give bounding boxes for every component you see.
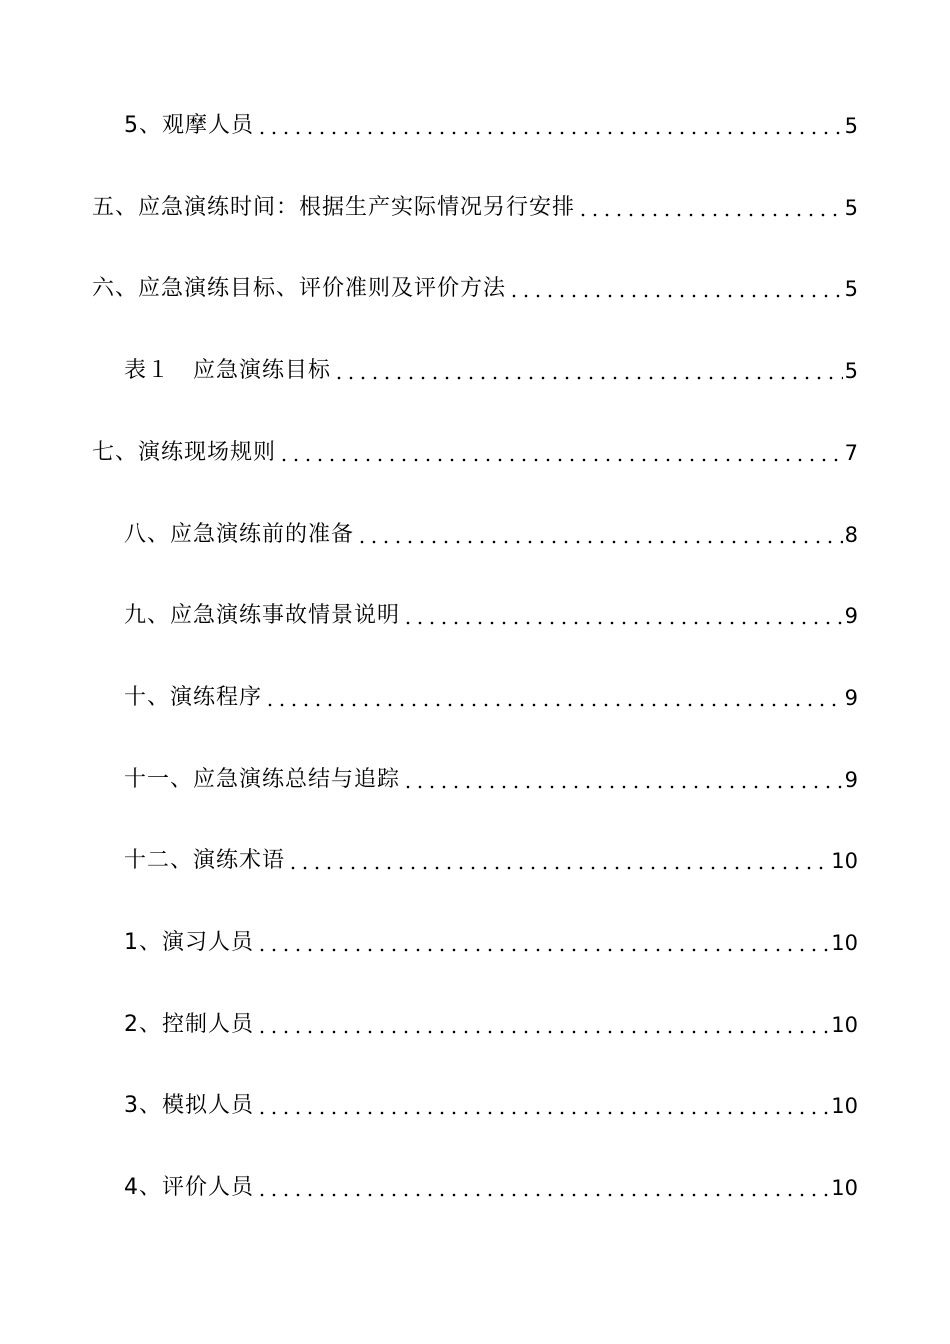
toc-page-number: 5 (844, 359, 858, 383)
toc-page-number: 9 (844, 604, 858, 628)
toc-dot-leader (256, 131, 843, 135)
toc-entry[interactable] (124, 754, 858, 794)
toc-entry-title: 八、应急演练前的准备 (124, 522, 355, 547)
toc-page-number: 10 (831, 849, 858, 873)
toc-dot-leader (402, 785, 843, 789)
toc-entry[interactable] (124, 917, 858, 957)
toc-entry[interactable] (124, 100, 858, 140)
toc-entry-title: 九、应急演练事故情景说明 (124, 603, 401, 628)
toc-entry-title: 十、演练程序 (124, 685, 263, 710)
toc-entry[interactable] (124, 509, 858, 549)
toc-dot-leader (256, 1030, 829, 1034)
toc-entry[interactable] (92, 182, 858, 222)
toc-entry[interactable] (124, 999, 858, 1039)
toc-entry-title: 1、演习人员 (124, 930, 254, 955)
toc-page-number: 10 (831, 931, 858, 955)
toc-page-number: 5 (844, 114, 858, 138)
toc-entry-title: 3、模拟人员 (124, 1093, 254, 1118)
toc-entry-title: 4、评价人员 (124, 1175, 254, 1200)
toc-entry-title: 十二、演练术语 (124, 848, 286, 873)
toc-dot-leader (577, 213, 843, 217)
toc-entry[interactable] (124, 672, 858, 712)
toc-entry[interactable] (124, 590, 858, 630)
toc-entry-title: 十一、应急演练总结与追踪 (124, 767, 401, 792)
toc-page-number: 9 (844, 686, 858, 710)
toc-entry[interactable] (124, 345, 858, 385)
toc-page-number: 8 (844, 523, 858, 547)
toc-entry-title: 5、观摩人员 (124, 113, 254, 138)
toc-page-number: 5 (844, 277, 858, 301)
toc-entry-title: 表１ 应急演练目标 (124, 358, 332, 383)
toc-entry[interactable] (124, 835, 858, 875)
toc-dot-leader (402, 621, 843, 625)
toc-dot-leader (508, 294, 843, 298)
toc-entry-title: 六、应急演练目标、评价准则及评价方法 (92, 276, 507, 301)
toc-page-number: 10 (831, 1013, 858, 1037)
toc-page-number: 7 (844, 441, 858, 465)
toc-entry[interactable] (92, 263, 858, 303)
toc-entry-title: 五、应急演练时间：根据生产实际情况另行安排 (92, 195, 576, 220)
toc-dot-leader (264, 703, 843, 707)
toc-page-number: 5 (844, 196, 858, 220)
toc-page-number: 9 (844, 768, 858, 792)
toc-entry-title: 2、控制人员 (124, 1012, 254, 1037)
toc-dot-leader (256, 1111, 829, 1115)
toc-page-number: 10 (831, 1176, 858, 1200)
toc-entry[interactable] (124, 1162, 858, 1202)
toc-entry[interactable] (92, 427, 858, 467)
toc-dot-leader (278, 458, 843, 462)
toc-page-number: 10 (831, 1094, 858, 1118)
toc-entry[interactable] (124, 1080, 858, 1120)
toc-dot-leader (356, 540, 843, 544)
toc-dot-leader (256, 948, 829, 952)
toc-entry-title: 七、演练现场规则 (92, 440, 277, 465)
toc-dot-leader (256, 1193, 829, 1197)
toc-dot-leader (287, 866, 829, 870)
toc-dot-leader (333, 376, 843, 380)
